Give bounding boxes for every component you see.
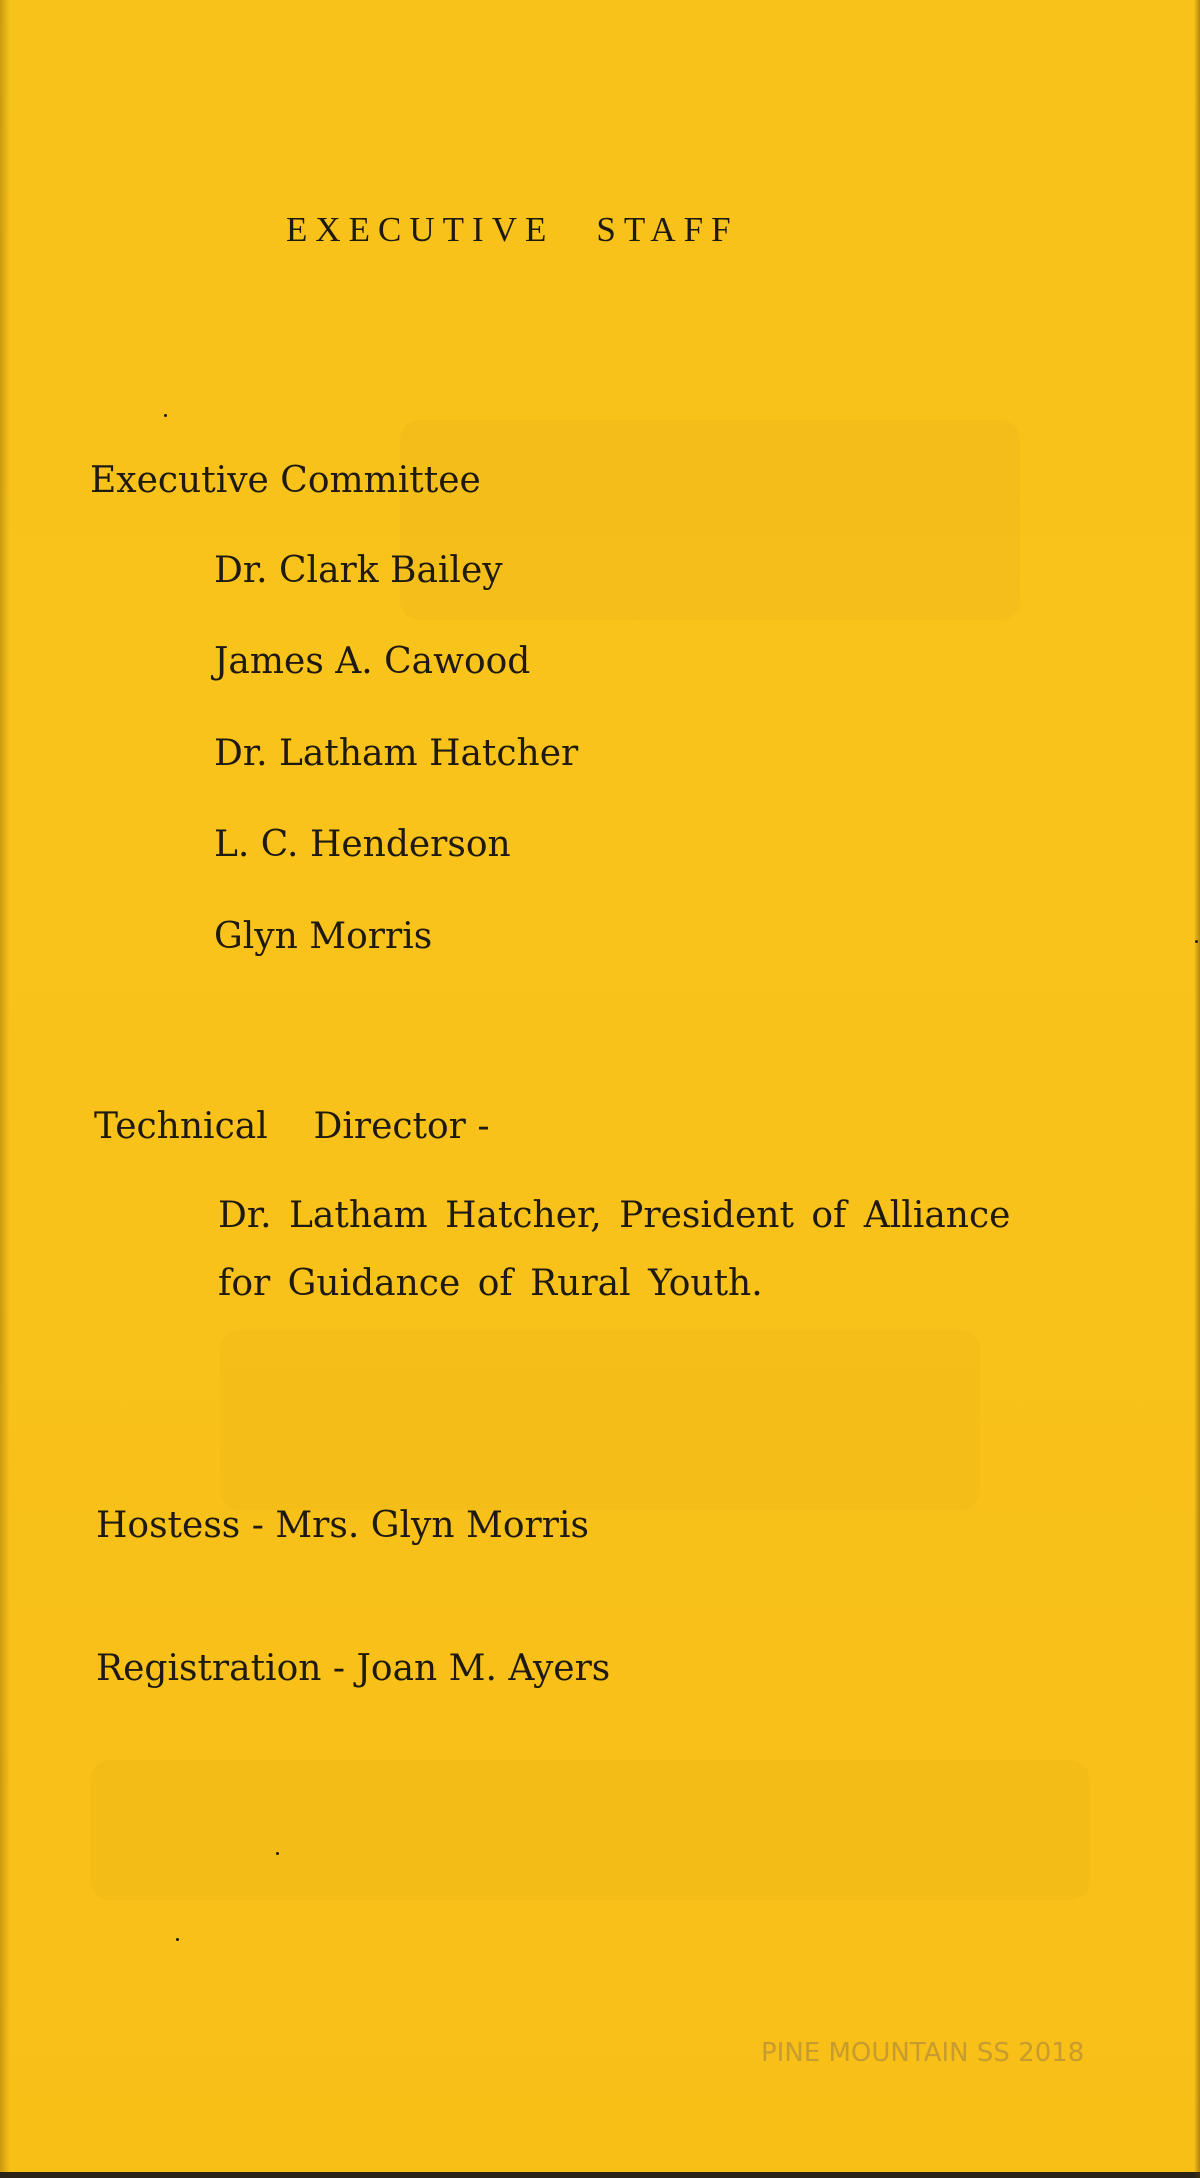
committee-member: Glyn Morris [214,916,433,957]
paper-speck [176,1938,179,1941]
technical-director-line: Dr. Latham Hatcher, President of Alliance [218,1195,1011,1236]
title-word-staff: STAFF [596,210,739,249]
registration-line: Registration - Joan M. Ayers [96,1648,611,1689]
executive-committee-heading: Executive Committee [90,460,481,501]
bleed-through-shadow [220,1330,980,1510]
hostess-line: Hostess - Mrs. Glyn Morris [96,1505,589,1546]
committee-member: Dr. Latham Hatcher [214,733,579,774]
title-word-executive: EXECUTIVE [286,210,555,249]
page-bottom-edge [0,2172,1200,2178]
bleed-through-shadow [90,1760,1090,1900]
paper-speck [164,414,167,417]
committee-member: James A. Cawood [214,641,531,682]
paper-speck [276,1852,279,1855]
committee-member: L. C. Henderson [214,824,511,865]
committee-member: Dr. Clark Bailey [214,550,503,591]
technical-director-heading: Technical Director - [94,1106,490,1147]
paper-speck [1195,940,1198,943]
watermark-text: PINE MOUNTAIN SS 2018 [761,2038,1085,2068]
page-title [286,210,739,250]
technical-director-line: for Guidance of Rural Youth. [218,1263,763,1304]
